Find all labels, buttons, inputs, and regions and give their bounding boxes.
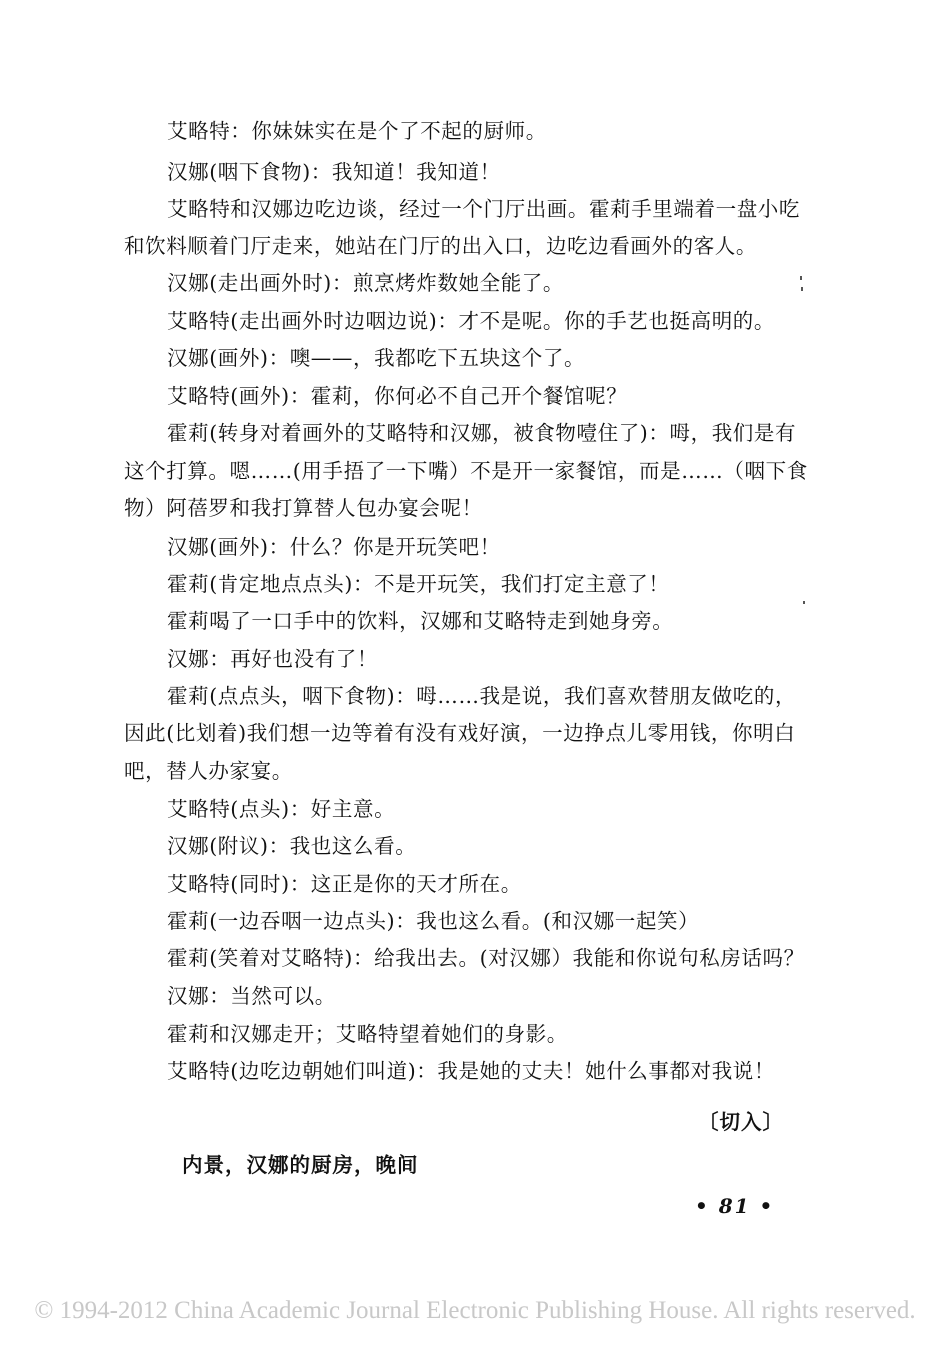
scan-speck xyxy=(801,287,803,291)
text-line: 这个打算。嗯……(用手捂了一下嘴）不是开一家餐馆，而是……（咽下食 xyxy=(124,459,808,483)
text-line: 霍莉喝了一口手中的饮料，汉娜和艾略特走到她身旁。 xyxy=(167,609,674,633)
text-line: 艾略特(同时)：这正是你的天才所在。 xyxy=(167,872,522,896)
text-line: 汉娜(画外)：噢——，我都吃下五块这个了。 xyxy=(167,346,586,370)
text-line: 霍莉(点点头，咽下食物)：呣……我是说，我们喜欢替朋友做吃的， xyxy=(167,684,797,708)
text-line: 汉娜(走出画外时)：煎烹烤炸数她全能了。 xyxy=(167,271,564,295)
text-line: 艾略特(画外)：霍莉，你何必不自己开个餐馆呢？ xyxy=(167,384,628,408)
text-line: 霍莉(转身对着画外的艾略特和汉娜，被食物噎住了)：呣，我们是有 xyxy=(167,421,797,445)
text-line: 艾略特(点头)：好主意。 xyxy=(167,797,396,821)
text-line: 吧，替人办家宴。 xyxy=(124,759,293,783)
text-line: 艾略特(走出画外时边咽边说)：才不是呢。你的手艺也挺高明的。 xyxy=(167,309,775,333)
text-line: 汉娜(画外)：什么？你是开玩笑吧！ xyxy=(167,535,501,559)
text-line: 汉娜：再好也没有了！ xyxy=(167,647,378,671)
scan-speck xyxy=(800,276,802,280)
text-line: 霍莉(肯定地点点头)：不是开玩笑，我们打定主意了！ xyxy=(167,572,670,596)
copyright-notice: © 1994-2012 China Academic Journal Electronic Publishing House. All rights reserved. xyxy=(34,1297,916,1324)
text-line: 汉娜(咽下食物)：我知道！我知道！ xyxy=(167,160,501,184)
page-number: • 81 • xyxy=(695,1194,775,1218)
stage-direction: 〔切入〕 xyxy=(698,1110,784,1134)
text-line: 艾略特：你妹妹实在是个了不起的厨师。 xyxy=(167,119,547,143)
text-line: 汉娜(附议)：我也这么看。 xyxy=(167,834,417,858)
scan-speck xyxy=(803,601,805,604)
text-line: 汉娜：当然可以。 xyxy=(167,984,336,1008)
text-line: 艾略特和汉娜边吃边谈，经过一个门厅出画。霍莉手里端着一盘小吃 xyxy=(167,197,800,221)
text-line: 物）阿蓓罗和我打算替人包办宴会呢！ xyxy=(124,496,483,520)
text-line: 霍莉(笑着对艾略特)：给我出去。(对汉娜）我能和你说句私房话吗？ xyxy=(167,946,805,970)
text-line: 艾略特(边吃边朝她们叫道)：我是她的丈夫！她什么事都对我说！ xyxy=(167,1059,775,1083)
scene-heading: 内景，汉娜的厨房，晚间 xyxy=(182,1153,419,1177)
text-line: 因此(比划着)我们想一边等着有没有戏好演，一边挣点儿零用钱，你明白 xyxy=(124,721,796,745)
text-line: 霍莉和汉娜走开；艾略特望着她们的身影。 xyxy=(167,1022,568,1046)
text-line: 和饮料顺着门厅走来，她站在门厅的出入口，边吃边看画外的客人。 xyxy=(124,234,757,258)
text-line: 霍莉(一边吞咽一边点头)：我也这么看。(和汉娜一起笑） xyxy=(167,909,700,933)
